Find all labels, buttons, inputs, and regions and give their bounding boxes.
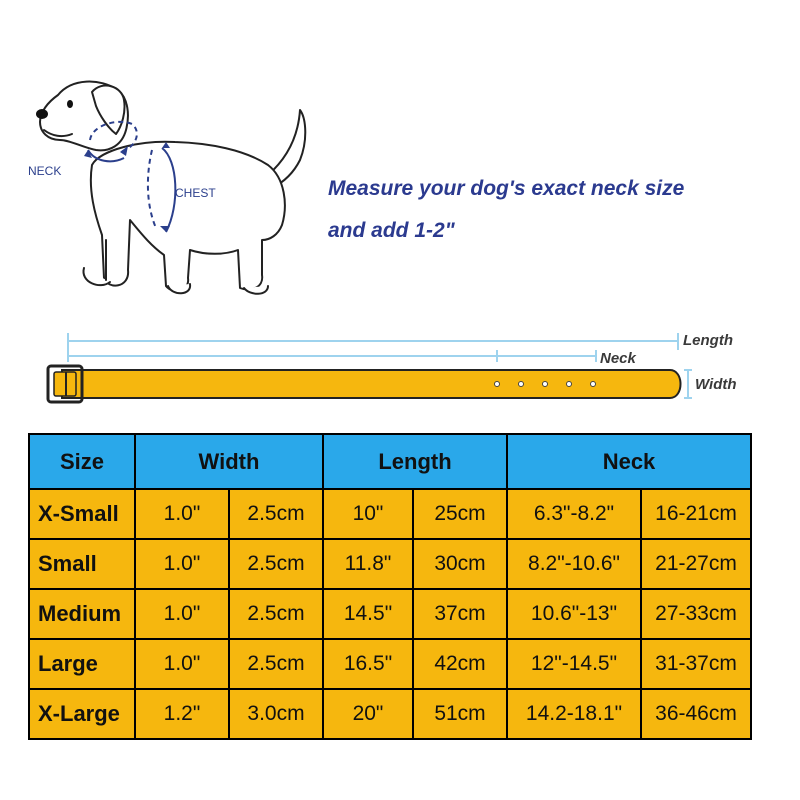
- table-row: [29, 689, 751, 739]
- cell-size: X-Large: [29, 689, 135, 739]
- collar-hole: [495, 382, 500, 387]
- cell-width-cm: 2.5cm: [229, 589, 323, 639]
- cell-width-cm: 3.0cm: [229, 689, 323, 739]
- table-row: [29, 639, 751, 689]
- cell-width-in: 1.0": [135, 489, 229, 539]
- cell-size: X-Small: [29, 489, 135, 539]
- table-row: [29, 539, 751, 589]
- header-length: Length: [323, 434, 507, 489]
- cell-length-cm: 42cm: [413, 639, 507, 689]
- cell-length-in: 11.8": [323, 539, 413, 589]
- cell-neck-cm: 31-37cm: [641, 639, 751, 689]
- cell-width-cm: 2.5cm: [229, 539, 323, 589]
- cell-width-in: 1.0": [135, 539, 229, 589]
- chest-measure-label: CHEST: [175, 186, 216, 200]
- cell-length-in: 16.5": [323, 639, 413, 689]
- header-neck: Neck: [507, 434, 751, 489]
- collar-length-label: Length: [683, 332, 733, 349]
- cell-length-in: 20": [323, 689, 413, 739]
- instruction-line-1: Measure your dog's exact neck size: [328, 177, 685, 200]
- cell-width-cm: 2.5cm: [229, 489, 323, 539]
- cell-length-in: 14.5": [323, 589, 413, 639]
- header-width: Width: [135, 434, 323, 489]
- cell-neck-in: 12"-14.5": [507, 639, 641, 689]
- cell-neck-cm: 21-27cm: [641, 539, 751, 589]
- cell-length-in: 10": [323, 489, 413, 539]
- dog-illustration: [0, 60, 330, 310]
- collar-hole: [567, 382, 572, 387]
- instruction-line-2: and add 1-2": [328, 219, 455, 242]
- cell-neck-in: 8.2"-10.6": [507, 539, 641, 589]
- cell-neck-in: 6.3"-8.2": [507, 489, 641, 539]
- collar-neck-label: Neck: [600, 350, 636, 367]
- measurement-instruction: [328, 168, 788, 252]
- cell-length-cm: 51cm: [413, 689, 507, 739]
- size-chart-table: [28, 433, 752, 740]
- cell-neck-cm: 36-46cm: [641, 689, 751, 739]
- cell-width-in: 1.0": [135, 639, 229, 689]
- table-header-row: [29, 434, 751, 489]
- cell-length-cm: 25cm: [413, 489, 507, 539]
- neck-measure-label: NECK: [28, 164, 62, 178]
- collar-hole: [543, 382, 548, 387]
- cell-neck-in: 10.6"-13": [507, 589, 641, 639]
- cell-neck-cm: 16-21cm: [641, 489, 751, 539]
- cell-neck-cm: 27-33cm: [641, 589, 751, 639]
- collar-hole: [591, 382, 596, 387]
- collar-strap: [62, 370, 681, 398]
- table-row: [29, 489, 751, 539]
- header-size: Size: [29, 434, 135, 489]
- cell-size: Medium: [29, 589, 135, 639]
- cell-width-cm: 2.5cm: [229, 639, 323, 689]
- table-row: [29, 589, 751, 639]
- cell-width-in: 1.0": [135, 589, 229, 639]
- collar-width-label: Width: [695, 376, 737, 393]
- cell-size: Large: [29, 639, 135, 689]
- cell-length-cm: 30cm: [413, 539, 507, 589]
- collar-diagram: [0, 322, 800, 412]
- cell-size: Small: [29, 539, 135, 589]
- collar-hole: [519, 382, 524, 387]
- cell-width-in: 1.2": [135, 689, 229, 739]
- cell-neck-in: 14.2-18.1": [507, 689, 641, 739]
- cell-length-cm: 37cm: [413, 589, 507, 639]
